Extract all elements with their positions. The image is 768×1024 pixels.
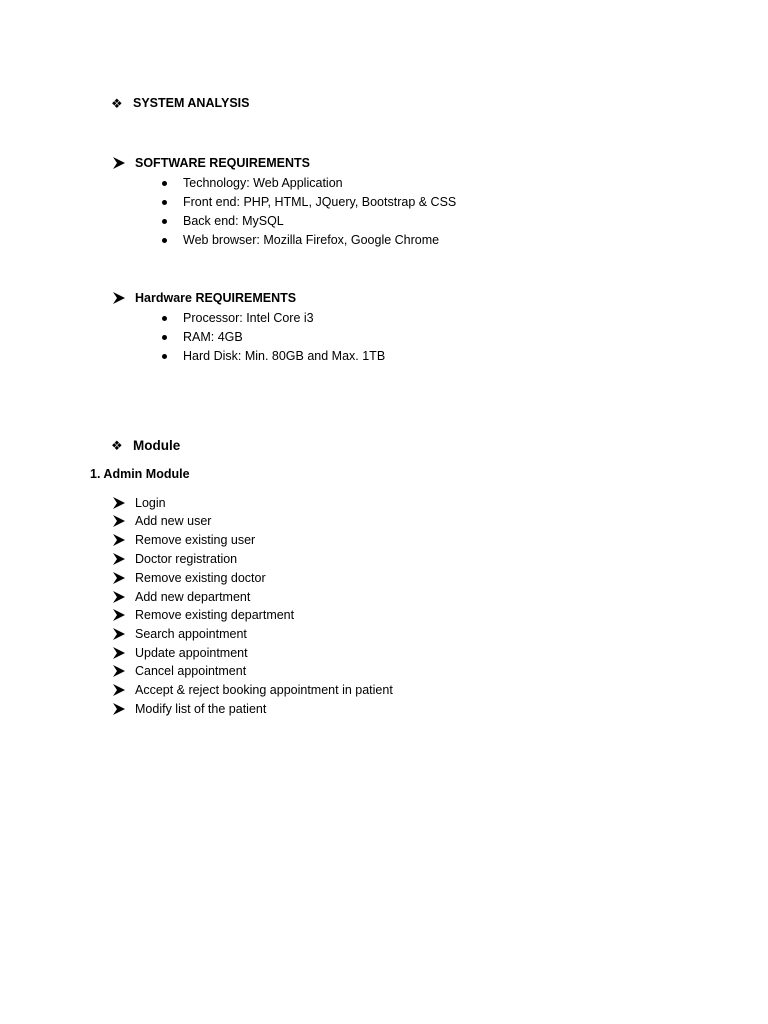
list-item: Remove existing doctor bbox=[113, 569, 266, 587]
software-requirements-title: SOFTWARE REQUIREMENTS bbox=[135, 156, 311, 170]
arrow-bullet-icon bbox=[113, 553, 135, 565]
admin-module-heading: 1. Admin Module bbox=[90, 467, 190, 481]
arrow-bullet-icon bbox=[113, 703, 135, 715]
list-item: Add new user bbox=[113, 512, 211, 530]
system-analysis-heading bbox=[113, 94, 249, 112]
list-item: Processor: Intel Core i3 bbox=[159, 309, 314, 327]
bullet-icon bbox=[162, 181, 167, 186]
system-analysis-title: SYSTEM ANALYSIS bbox=[133, 96, 250, 110]
bullet-icon bbox=[162, 238, 167, 243]
list-item: Front end: PHP, HTML, JQuery, Bootstrap & CSS bbox=[159, 193, 456, 211]
arrow-bullet-icon bbox=[113, 684, 135, 696]
list-item: Cancel appointment bbox=[113, 662, 246, 680]
list-item: Search appointment bbox=[113, 625, 247, 643]
arrow-bullet-icon bbox=[113, 534, 135, 546]
arrow-bullet-icon bbox=[113, 515, 135, 527]
list-item: Web browser: Mozilla Firefox, Google Chrome bbox=[159, 231, 439, 249]
arrow-bullet-icon bbox=[113, 647, 135, 659]
diamond-bullet-icon: ❖ bbox=[111, 95, 123, 111]
arrow-bullet-icon bbox=[113, 157, 135, 169]
hardware-requirements-title: Hardware REQUIREMENTS bbox=[135, 291, 297, 305]
list-item: Update appointment bbox=[113, 644, 248, 662]
arrow-bullet-icon bbox=[113, 292, 135, 304]
bullet-icon bbox=[162, 354, 167, 359]
list-item: Hard Disk: Min. 80GB and Max. 1TB bbox=[159, 347, 385, 365]
software-requirements-heading bbox=[113, 154, 310, 172]
list-item: Back end: MySQL bbox=[159, 212, 284, 230]
list-item: Add new department bbox=[113, 588, 250, 606]
arrow-bullet-icon bbox=[113, 591, 135, 603]
arrow-bullet-icon bbox=[113, 628, 135, 640]
arrow-bullet-icon bbox=[113, 572, 135, 584]
diamond-bullet-icon: ❖ bbox=[111, 437, 123, 453]
list-item: Accept & reject booking appointment in patient bbox=[113, 681, 393, 699]
bullet-icon bbox=[162, 219, 167, 224]
hardware-requirements-heading bbox=[113, 289, 296, 307]
list-item: Doctor registration bbox=[113, 550, 237, 568]
list-item: Technology: Web Application bbox=[159, 174, 343, 192]
list-item: Modify list of the patient bbox=[113, 700, 266, 718]
list-item: Remove existing user bbox=[113, 531, 255, 549]
arrow-bullet-icon bbox=[113, 665, 135, 677]
list-item: Login bbox=[113, 494, 166, 512]
arrow-bullet-icon bbox=[113, 497, 135, 509]
arrow-bullet-icon bbox=[113, 609, 135, 621]
list-item: RAM: 4GB bbox=[159, 328, 243, 346]
bullet-icon bbox=[162, 200, 167, 205]
bullet-icon bbox=[162, 335, 167, 340]
module-heading bbox=[113, 436, 180, 454]
bullet-icon bbox=[162, 316, 167, 321]
module-title: Module bbox=[133, 437, 181, 453]
list-item: Remove existing department bbox=[113, 606, 294, 624]
